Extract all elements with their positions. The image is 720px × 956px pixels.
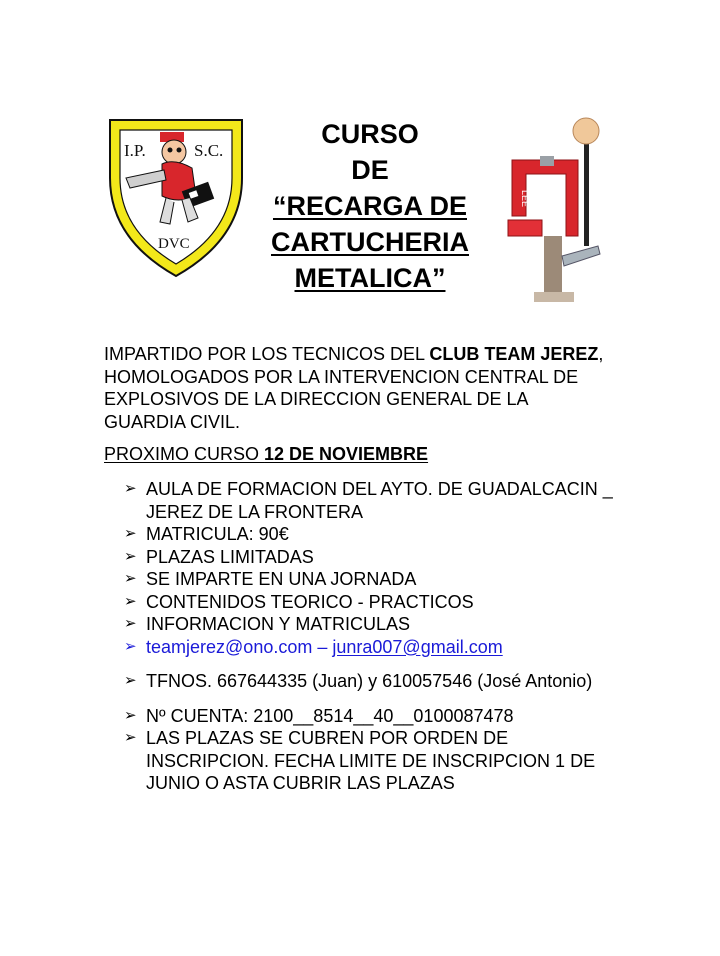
email-link-teamjerez[interactable]: teamjerez@ono.com (146, 636, 313, 657)
list-item (124, 546, 614, 569)
arrow-bullet-icon: ➢ (124, 480, 137, 497)
item-plazas: PLAZAS LIMITADAS (146, 546, 314, 567)
list-item-emails (124, 636, 614, 659)
info-list (124, 478, 614, 795)
email-separator: – (312, 636, 333, 657)
title-line-1: CURSO (321, 119, 419, 149)
arrow-bullet-icon: ➢ (124, 570, 137, 587)
list-item (124, 613, 614, 636)
list-item (124, 591, 614, 614)
club-name: CLUB TEAM JEREZ (429, 344, 599, 364)
handle-knob-icon (573, 118, 599, 144)
arrow-bullet-icon: ➢ (124, 592, 137, 610)
arrow-bullet-icon: ➢ (124, 729, 137, 746)
list-item (124, 478, 614, 523)
page-title (250, 116, 490, 296)
arrow-bullet-icon: ➢ (124, 525, 137, 542)
next-course-heading (104, 443, 428, 465)
title-line-2: DE (351, 155, 389, 185)
title-line-5: METALICA” (294, 263, 446, 293)
item-orden-inscripcion: LAS PLAZAS SE CUBREN POR ORDEN DE INSCRIPCION. FECHA LIMITE DE INSCRIPCION 1 DE JUNIO O ASTA CUBRIR LAS PLAZAS (146, 728, 596, 793)
email-link-junra007[interactable]: junra007@gmail.com (332, 636, 503, 657)
intro-paragraph (104, 343, 604, 433)
item-informacion: INFORMACION Y MATRICULAS (146, 614, 411, 634)
list-item (124, 568, 614, 591)
item-aula: AULA DE FORMACION DEL AYTO. DE GUADALCACIN _ JEREZ DE LA FRONTERA (146, 479, 613, 522)
list-item (124, 523, 614, 546)
list-item (124, 705, 614, 728)
item-cuenta: Nº CUENTA: 2100__8514__40__0100087478 (146, 705, 514, 726)
list-item (124, 727, 614, 795)
title-line-3: “RECARGA DE (272, 191, 467, 221)
list-item (124, 670, 614, 693)
item-contenidos: CONTENIDOS TEORICO - PRACTICOS (146, 591, 474, 612)
next-course-date: 12 DE NOVIEMBRE (264, 444, 429, 464)
press-brand-text: LEE (520, 190, 530, 208)
arrow-bullet-icon: ➢ (124, 637, 137, 655)
title-line-4: CARTUCHERIA (271, 227, 469, 257)
logo-left-text: I.P. (124, 141, 146, 160)
item-matricula: MATRICULA: 90€ (146, 524, 289, 544)
logo-right-text: S.C. (194, 141, 224, 160)
item-telefonos: TFNOS. 667644335 (Juan) y 610057546 (José Antonio) (146, 671, 593, 691)
intro-text-1: IMPARTIDO POR LOS TECNICOS DEL (104, 344, 430, 364)
arrow-bullet-icon: ➢ (124, 672, 137, 689)
logo-bottom-text: DVC (158, 236, 190, 252)
next-course-label: PROXIMO CURSO (104, 444, 265, 464)
arrow-bullet-icon: ➢ (124, 615, 137, 632)
arrow-bullet-icon: ➢ (124, 547, 137, 565)
club-logo (108, 118, 244, 278)
item-jornada: SE IMPARTE EN UNA JORNADA (146, 569, 417, 589)
intro-text-2: , HOMOLOGADOS POR LA INTERVENCION CENTRAL DE EXPLOSIVOS DE LA DIRECCION GENERAL DE LA GUARDIA CIVIL. (104, 344, 604, 432)
face-icon (162, 140, 186, 164)
arrow-bullet-icon: ➢ (124, 706, 137, 724)
reloading-press-image (500, 116, 610, 308)
